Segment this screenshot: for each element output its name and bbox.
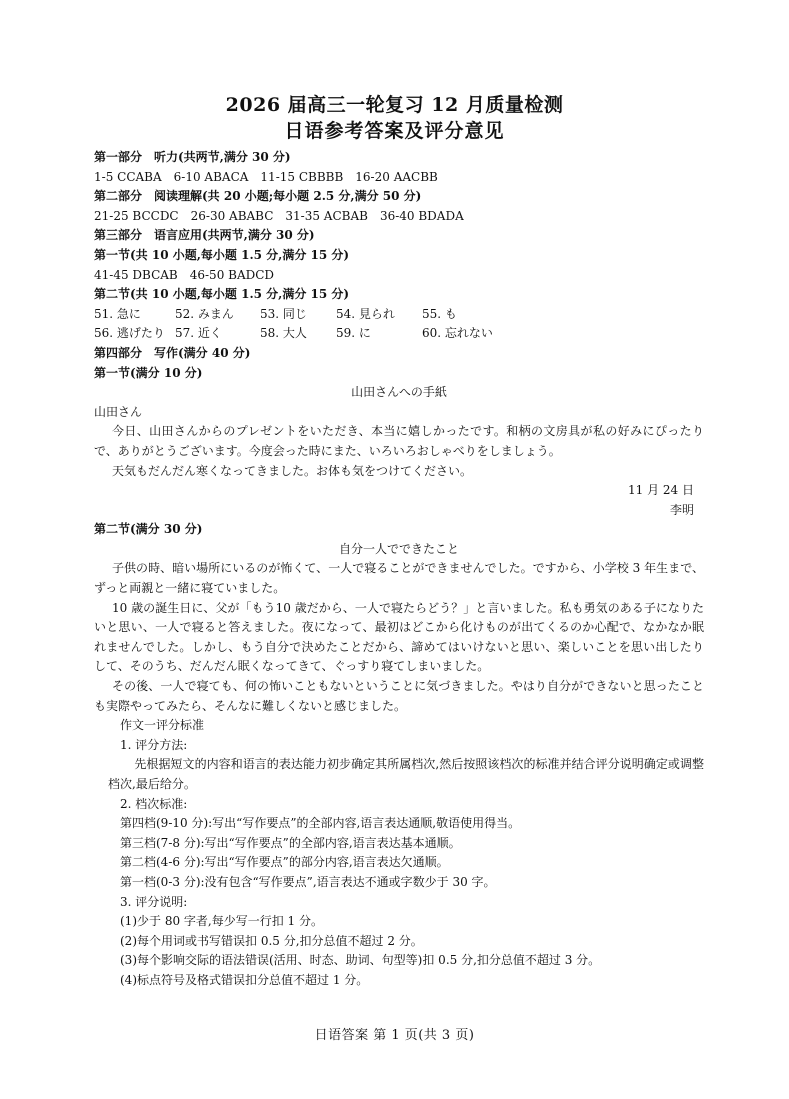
part1-heading: 第一部分 听力(共两节,满分 30 分): [94, 150, 291, 164]
fill-answer: 57. 近く: [175, 326, 222, 341]
fill-answer: 60. 忘れない: [422, 326, 493, 341]
fill-answer: 55. も: [422, 306, 457, 321]
document-subtitle: 日语参考答案及评分意见: [284, 120, 505, 142]
letter-date: 11 月 24 日: [628, 483, 694, 498]
scoring-heading: 作文一评分标准: [120, 718, 205, 733]
part4-section2-heading: 第二节(满分 30 分): [94, 522, 203, 537]
part2-answers: 21-25 BCCDC 26-30 ABABC 31-35 ACBAB 36-40 BDADA: [94, 208, 464, 223]
fill-answer: 52. みまん: [175, 306, 234, 321]
part3-section1-answers: 41-45 DBCAB 46-50 BADCD: [94, 267, 275, 282]
part3-section1-heading: 第一节(共 10 小题,每小题 1.5 分,满分 15 分): [94, 247, 350, 262]
part4-section1-heading: 第一节(满分 10 分): [94, 365, 203, 380]
scoring-note: (4)标点符号及格式错误扣分总值不超过 1 分。: [120, 972, 369, 987]
part3-heading: 第三部分 语言应用(共两节,满分 30 分): [94, 228, 315, 243]
scoring-notes-title: 3. 评分说明:: [120, 894, 188, 909]
letter-paragraph: 今日、山田さんからのプレゼントをいただき、本当に嬉しかったです。和柄の文房具が私の好みにぴったりで、ありがとうございます。今度会った時にまた、いろいろおしゃべりをしましょう。: [94, 424, 704, 458]
letter-title: 山田さんへの手紙: [351, 385, 447, 400]
scoring-level: 第三档(7-8 分):写出“写作要点”的全部内容,语言表达基本通顺。: [120, 835, 461, 850]
exam-title: 2026 届高三一轮复习 12 月质量检测: [225, 94, 564, 116]
answer-content: [94, 148, 704, 991]
essay-title: 自分一人でできたこと: [338, 541, 459, 556]
scoring-level: 第四档(9-10 分):写出“写作要点”的全部内容,语言表达通顺,敬语使用得当。: [120, 816, 521, 831]
essay-paragraph: その後、一人で寝ても、何の怖いこともないということに気づきました。やはり自分ができないと思ったことも実際やってみたら、そんなに難しくないと感じました。: [94, 679, 704, 713]
fill-answer: 54. 見られ: [336, 306, 395, 321]
scoring-method-title: 1. 评分方法:: [120, 737, 188, 752]
fill-answer: 53. 同じ: [260, 306, 307, 321]
letter-signature: 李明: [669, 502, 694, 517]
scoring-levels-title: 2. 档次标准:: [120, 796, 188, 811]
scoring-level: 第一档(0-3 分):没有包含“写作要点”,语言表达不通或字数少于 30 字。: [120, 874, 496, 889]
scoring-level: 第二档(4-6 分):写出“写作要点”的部分内容,语言表达欠通顺。: [120, 855, 449, 870]
letter-salutation: 山田さん: [94, 404, 143, 419]
scoring-note: (3)每个影响交际的语法错误(活用、时态、助词、句型等)扣 0.5 分,扣分总值不超过 3 分。: [120, 953, 601, 968]
fill-answers-row: [94, 305, 704, 325]
essay-paragraph: 10 歳の誕生日に、父が「もう10 歳だから、一人で寝たらどう？」と言いました。私も勇気のある子になりたいと思い、一人で寝ると答えました。夜になって、最初はどこから化けものが出てくるのか心配で、なかなか眠れませんでした。しかし、もう自分で決めたことだから、諦めてはいけないと思い、楽しいことを思い出したりして、そのうち、だんだん眠くなってきて、ぐっすり寝てしまいました。: [94, 600, 704, 674]
fill-answer: 51. 急に: [94, 306, 141, 321]
letter-paragraph: 天気もだんだん寒くなってきました。お体も気をつけてください。: [112, 463, 473, 478]
part4-heading: 第四部分 写作(满分 40 分): [94, 345, 251, 360]
fill-answer: 56. 逃げたり: [94, 326, 165, 341]
scoring-method-text: 先根据短文的内容和语言的表达能力初步确定其所属档次,然后按照该档次的标准并结合评分说明确定或调整档次,最后给分。: [108, 757, 704, 791]
part2-heading: 第二部分 阅读理解(共 20 小题;每小题 2.5 分,满分 50 分): [94, 189, 422, 204]
essay-paragraph: 子供の時、暗い場所にいるのが怖くて、一人で寝ることができませんでした。ですから、小学校 3 年生まで、ずっと両親と一緒に寝ていました。: [94, 561, 704, 596]
page-footer: 日语答案 第 1 页(共 3 页): [314, 1028, 475, 1043]
part1-answers: 1-5 CCABA 6-10 ABACA 11-15 CBBBB 16-20 AACBB: [94, 169, 438, 184]
part3-section2-heading: 第二节(共 10 小题,每小题 1.5 分,满分 15 分): [94, 287, 350, 302]
scoring-note: (1)少于 80 字者,每少写一行扣 1 分。: [120, 914, 323, 929]
fill-answer: 59. に: [336, 326, 371, 341]
scoring-note: (2)每个用词或书写错误扣 0.5 分,扣分总值不超过 2 分。: [120, 933, 423, 948]
fill-answer: 58. 大人: [260, 326, 307, 341]
fill-answers-row: [94, 324, 704, 344]
